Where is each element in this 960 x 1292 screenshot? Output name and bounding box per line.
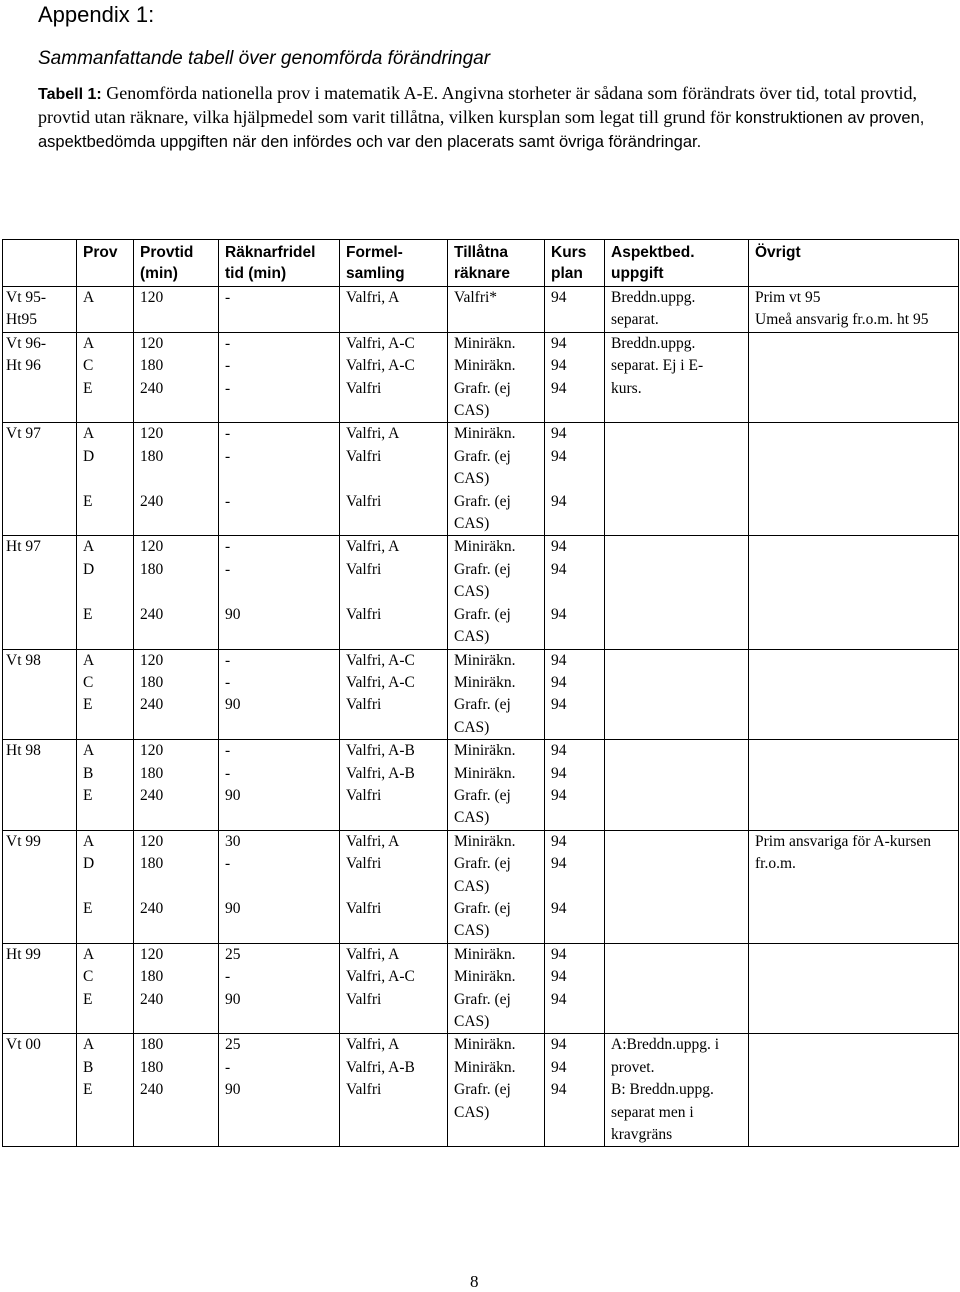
cell-provtid: 120 180 240 xyxy=(134,830,219,943)
page-number: 8 xyxy=(470,1272,479,1291)
cell-provtid: 120 180 240 xyxy=(134,943,219,1034)
cell-provtid: 180 180 240 xyxy=(134,1034,219,1147)
cell-ovrigt xyxy=(749,649,959,740)
table-header-row xyxy=(3,240,959,287)
cell-tillatna: Miniräkn. Miniräkn. Grafr. (ej CAS) xyxy=(448,332,545,423)
cell-kursplan: 94 94 94 xyxy=(545,536,605,649)
cell-provtid: 120 180 240 xyxy=(134,536,219,649)
cell-formel: Valfri, A Valfri Valfri xyxy=(340,830,448,943)
cell-kursplan: 94 94 94 xyxy=(545,740,605,831)
cell-ovrigt: Prim vt 95 Umeå ansvarig fr.o.m. ht 95 xyxy=(749,287,959,333)
cell-raknarfri: - xyxy=(219,287,340,333)
cell-prov: A C E xyxy=(77,943,134,1034)
cell-formel: Valfri, A xyxy=(340,287,448,333)
cell-kursplan: 94 94 94 xyxy=(545,332,605,423)
table-row xyxy=(3,649,959,740)
cell-prov: A B E xyxy=(77,1034,134,1147)
caption-text-serif: Genomförda nationella prov i matematik A-E. Angivna storheter är sådana som förändrats över tid, total provtid, provtid utan räknare, vilka hjälpmedel som varit tillåtna, vilken kursplan som legat till grund för xyxy=(38,83,917,127)
cell-ovrigt xyxy=(749,423,959,536)
cell-ovrigt xyxy=(749,536,959,649)
header-raknarfri: Räknarfridel tid (min) xyxy=(219,240,340,287)
cell-aspekt xyxy=(605,943,749,1034)
cell-tillatna: Valfri* xyxy=(448,287,545,333)
cell-raknarfri: - - 90 xyxy=(219,536,340,649)
table-row xyxy=(3,943,959,1034)
cell-tillatna: Miniräkn. Miniräkn. Grafr. (ej CAS) xyxy=(448,1034,545,1147)
cell-term: Vt 96- Ht 96 xyxy=(3,332,77,423)
cell-prov: A D E xyxy=(77,830,134,943)
cell-term: Ht 98 xyxy=(3,740,77,831)
header-term xyxy=(3,240,77,287)
cell-tillatna: Miniräkn. Grafr. (ej CAS) Grafr. (ej CAS) xyxy=(448,423,545,536)
cell-kursplan: 94 94 94 xyxy=(545,943,605,1034)
cell-prov: A C E xyxy=(77,649,134,740)
header-ovrigt: Övrigt xyxy=(749,240,959,287)
cell-aspekt xyxy=(605,830,749,943)
cell-formel: Valfri, A Valfri Valfri xyxy=(340,536,448,649)
header-aspektbed: Aspektbed. uppgift xyxy=(605,240,749,287)
cell-raknarfri: 25 - 90 xyxy=(219,943,340,1034)
cell-tillatna: Miniräkn. Miniräkn. Grafr. (ej CAS) xyxy=(448,943,545,1034)
cell-tillatna: Miniräkn. Miniräkn. Grafr. (ej CAS) xyxy=(448,740,545,831)
table-row xyxy=(3,332,959,423)
cell-aspekt xyxy=(605,649,749,740)
cell-ovrigt xyxy=(749,740,959,831)
cell-aspekt xyxy=(605,740,749,831)
table-row xyxy=(3,830,959,943)
cell-aspekt: Breddn.uppg. separat. Ej i E- kurs. xyxy=(605,332,749,423)
caption-text-sans: konstruktionen av proven, aspektbedömda uppgiften när den infördes och var den placerats samt övriga förändringar. xyxy=(38,109,925,151)
cell-formel: Valfri, A-B Valfri, A-B Valfri xyxy=(340,740,448,831)
cell-raknarfri: - - 90 xyxy=(219,649,340,740)
cell-aspekt xyxy=(605,536,749,649)
cell-kursplan: 94 94 94 xyxy=(545,830,605,943)
cell-tillatna: Miniräkn. Miniräkn. Grafr. (ej CAS) xyxy=(448,649,545,740)
cell-provtid: 120 180 240 xyxy=(134,423,219,536)
table-row xyxy=(3,740,959,831)
cell-aspekt: A:Breddn.uppg. i provet. B: Breddn.uppg. separat men i kravgräns xyxy=(605,1034,749,1147)
cell-raknarfri: - - - xyxy=(219,423,340,536)
table-row xyxy=(3,536,959,649)
header-prov: Prov xyxy=(77,240,134,287)
cell-kursplan: 94 94 94 xyxy=(545,423,605,536)
section-subheading: Sammanfattande tabell över genomförda förändringar xyxy=(38,48,491,69)
cell-raknarfri: 25 - 90 xyxy=(219,1034,340,1147)
cell-formel: Valfri, A Valfri, A-C Valfri xyxy=(340,943,448,1034)
table-row xyxy=(3,287,959,333)
table-row xyxy=(3,1034,959,1147)
cell-prov: A xyxy=(77,287,134,333)
cell-term: Vt 99 xyxy=(3,830,77,943)
header-kursplan: Kurs plan xyxy=(545,240,605,287)
header-formelsamling: Formel- samling xyxy=(340,240,448,287)
appendix-heading: Appendix 1: xyxy=(38,2,155,27)
cell-raknarfri: - - - xyxy=(219,332,340,423)
cell-kursplan: 94 94 94 xyxy=(545,1034,605,1147)
header-tillatna-raknare: Tillåtna räknare xyxy=(448,240,545,287)
cell-prov: A B E xyxy=(77,740,134,831)
cell-aspekt: Breddn.uppg. separat. xyxy=(605,287,749,333)
cell-term: Ht 97 xyxy=(3,536,77,649)
caption-label: Tabell 1: xyxy=(38,86,102,103)
cell-formel: Valfri, A-C Valfri, A-C Valfri xyxy=(340,332,448,423)
cell-tillatna: Miniräkn. Grafr. (ej CAS) Grafr. (ej CAS) xyxy=(448,536,545,649)
cell-term: Ht 99 xyxy=(3,943,77,1034)
cell-kursplan: 94 xyxy=(545,287,605,333)
header-provtid: Provtid (min) xyxy=(134,240,219,287)
table-caption xyxy=(38,82,928,154)
cell-provtid: 120 xyxy=(134,287,219,333)
cell-ovrigt: Prim ansvariga för A-kursen fr.o.m. xyxy=(749,830,959,943)
cell-provtid: 120 180 240 xyxy=(134,332,219,423)
cell-prov: A C E xyxy=(77,332,134,423)
cell-formel: Valfri, A Valfri, A-B Valfri xyxy=(340,1034,448,1147)
cell-term: Vt 00 xyxy=(3,1034,77,1147)
cell-raknarfri: - - 90 xyxy=(219,740,340,831)
cell-kursplan: 94 94 94 xyxy=(545,649,605,740)
cell-ovrigt xyxy=(749,332,959,423)
table-row xyxy=(3,423,959,536)
changes-table xyxy=(2,239,959,1147)
cell-formel: Valfri, A Valfri Valfri xyxy=(340,423,448,536)
cell-term: Vt 95- Ht95 xyxy=(3,287,77,333)
cell-raknarfri: 30 - 90 xyxy=(219,830,340,943)
cell-ovrigt xyxy=(749,943,959,1034)
cell-prov: A D E xyxy=(77,536,134,649)
cell-provtid: 120 180 240 xyxy=(134,649,219,740)
cell-tillatna: Miniräkn. Grafr. (ej CAS) Grafr. (ej CAS) xyxy=(448,830,545,943)
cell-formel: Valfri, A-C Valfri, A-C Valfri xyxy=(340,649,448,740)
cell-prov: A D E xyxy=(77,423,134,536)
cell-aspekt xyxy=(605,423,749,536)
cell-provtid: 120 180 240 xyxy=(134,740,219,831)
cell-term: Vt 97 xyxy=(3,423,77,536)
cell-ovrigt xyxy=(749,1034,959,1147)
cell-term: Vt 98 xyxy=(3,649,77,740)
